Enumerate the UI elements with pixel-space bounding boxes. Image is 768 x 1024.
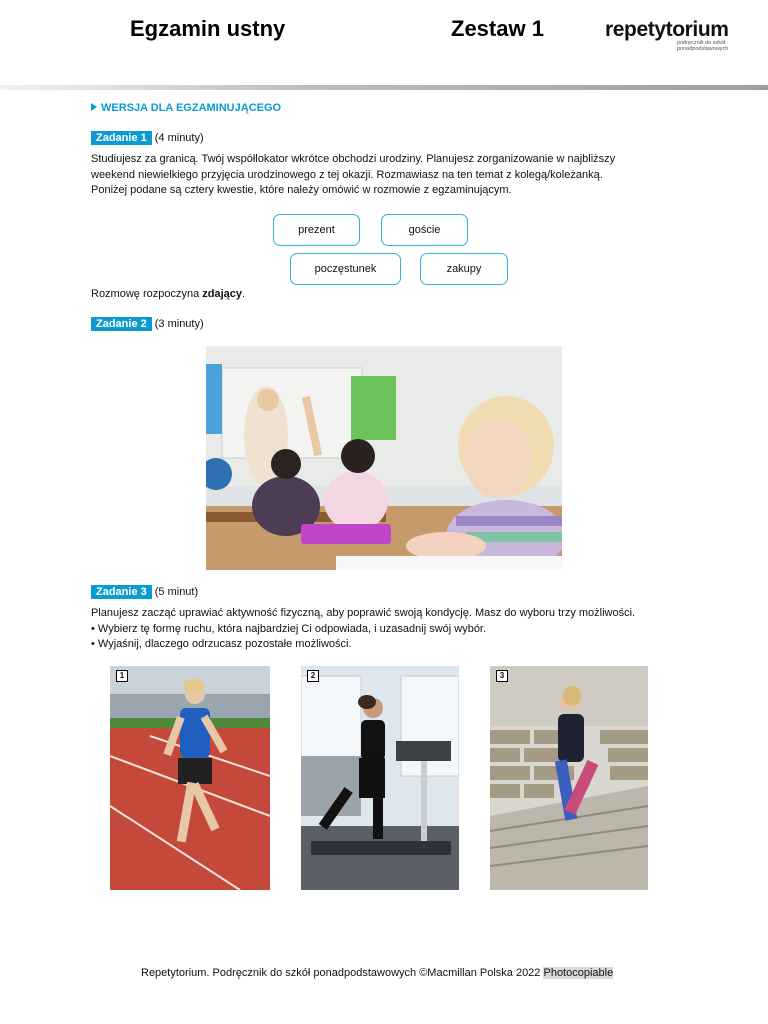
photo-number-3: 3 xyxy=(496,670,508,682)
closing-bold: zdający xyxy=(202,288,243,300)
topic-refreshments: poczęstunek xyxy=(290,253,401,285)
brand-name: repetytorium xyxy=(605,18,729,41)
task3-heading xyxy=(91,585,198,599)
treadmill-photo xyxy=(301,666,459,890)
header-divider xyxy=(0,85,768,90)
running-track-photo xyxy=(110,666,270,890)
task1-line: Poniżej podane są cztery kwestie, które należy omówić w rozmowie z egzaminującym. xyxy=(91,184,512,196)
triangle-icon xyxy=(91,103,97,111)
footer-text: Repetytorium. Podręcznik do szkół ponadpodstawowych ©Macmillan Polska 2022 xyxy=(141,967,544,979)
exam-title: Egzamin ustny xyxy=(130,16,286,41)
topic-guests: goście xyxy=(381,214,468,246)
task2-heading xyxy=(91,317,204,331)
section-label xyxy=(91,102,281,114)
brand-subtitle xyxy=(677,40,757,52)
footer-photocopiable: Photocopiable xyxy=(543,967,614,979)
task2-badge: Zadanie 2 xyxy=(91,317,152,331)
section-label-text: WERSJA DLA EGZAMINUJĄCEGO xyxy=(101,102,282,114)
classroom-photo xyxy=(206,346,562,570)
set-title: Zestaw 1 xyxy=(451,16,544,41)
task1-closing xyxy=(91,287,691,303)
brand-logo xyxy=(605,18,755,52)
closing-suffix: . xyxy=(242,288,246,300)
task3-line: Planujesz zacząć uprawiać aktywność fizyczną, aby poprawić swoją kondycję. Masz do wyboru trzy możliwości. xyxy=(91,607,636,619)
brand-sub-line1: podręcznik do szkół xyxy=(677,40,726,46)
closing-prefix: Rozmowę rozpoczyna xyxy=(91,288,203,300)
task1-badge: Zadanie 1 xyxy=(91,131,152,145)
photo-number-1: 1 xyxy=(116,670,128,682)
task3-badge: Zadanie 3 xyxy=(91,585,152,599)
task3-bullet: • Wyjaśnij, dlaczego odrzucasz pozostałe możliwości. xyxy=(91,638,352,650)
topic-shopping: zakupy xyxy=(420,253,508,285)
task1-heading xyxy=(91,131,204,145)
topic-gift: prezent xyxy=(273,214,360,246)
task2-duration: (3 minuty) xyxy=(154,318,204,330)
task3-instructions xyxy=(91,606,691,653)
stairs-running-photo xyxy=(490,666,648,890)
footer xyxy=(141,967,613,979)
brand-sub-line2: ponadpodstawowych xyxy=(677,46,729,52)
task1-instructions xyxy=(91,152,691,199)
task3-duration: (5 minut) xyxy=(154,586,199,598)
photo-number-2: 2 xyxy=(307,670,319,682)
task3-bullet: • Wybierz tę formę ruchu, która najbardziej Ci odpowiada, i uzasadnij swój wybór. xyxy=(91,622,487,635)
task1-line: weekend niewielkiego przyjęcia urodzinowego z tej okazji. Rozmawiasz na ten temat z kolegą/koleżanką. xyxy=(91,168,603,181)
task1-line: Studiujesz za granicą. Twój współlokator wkrótce obchodzi urodziny. Planujesz zorganizowanie w najbliższy xyxy=(91,153,616,165)
task1-duration: (4 minuty) xyxy=(154,132,204,144)
